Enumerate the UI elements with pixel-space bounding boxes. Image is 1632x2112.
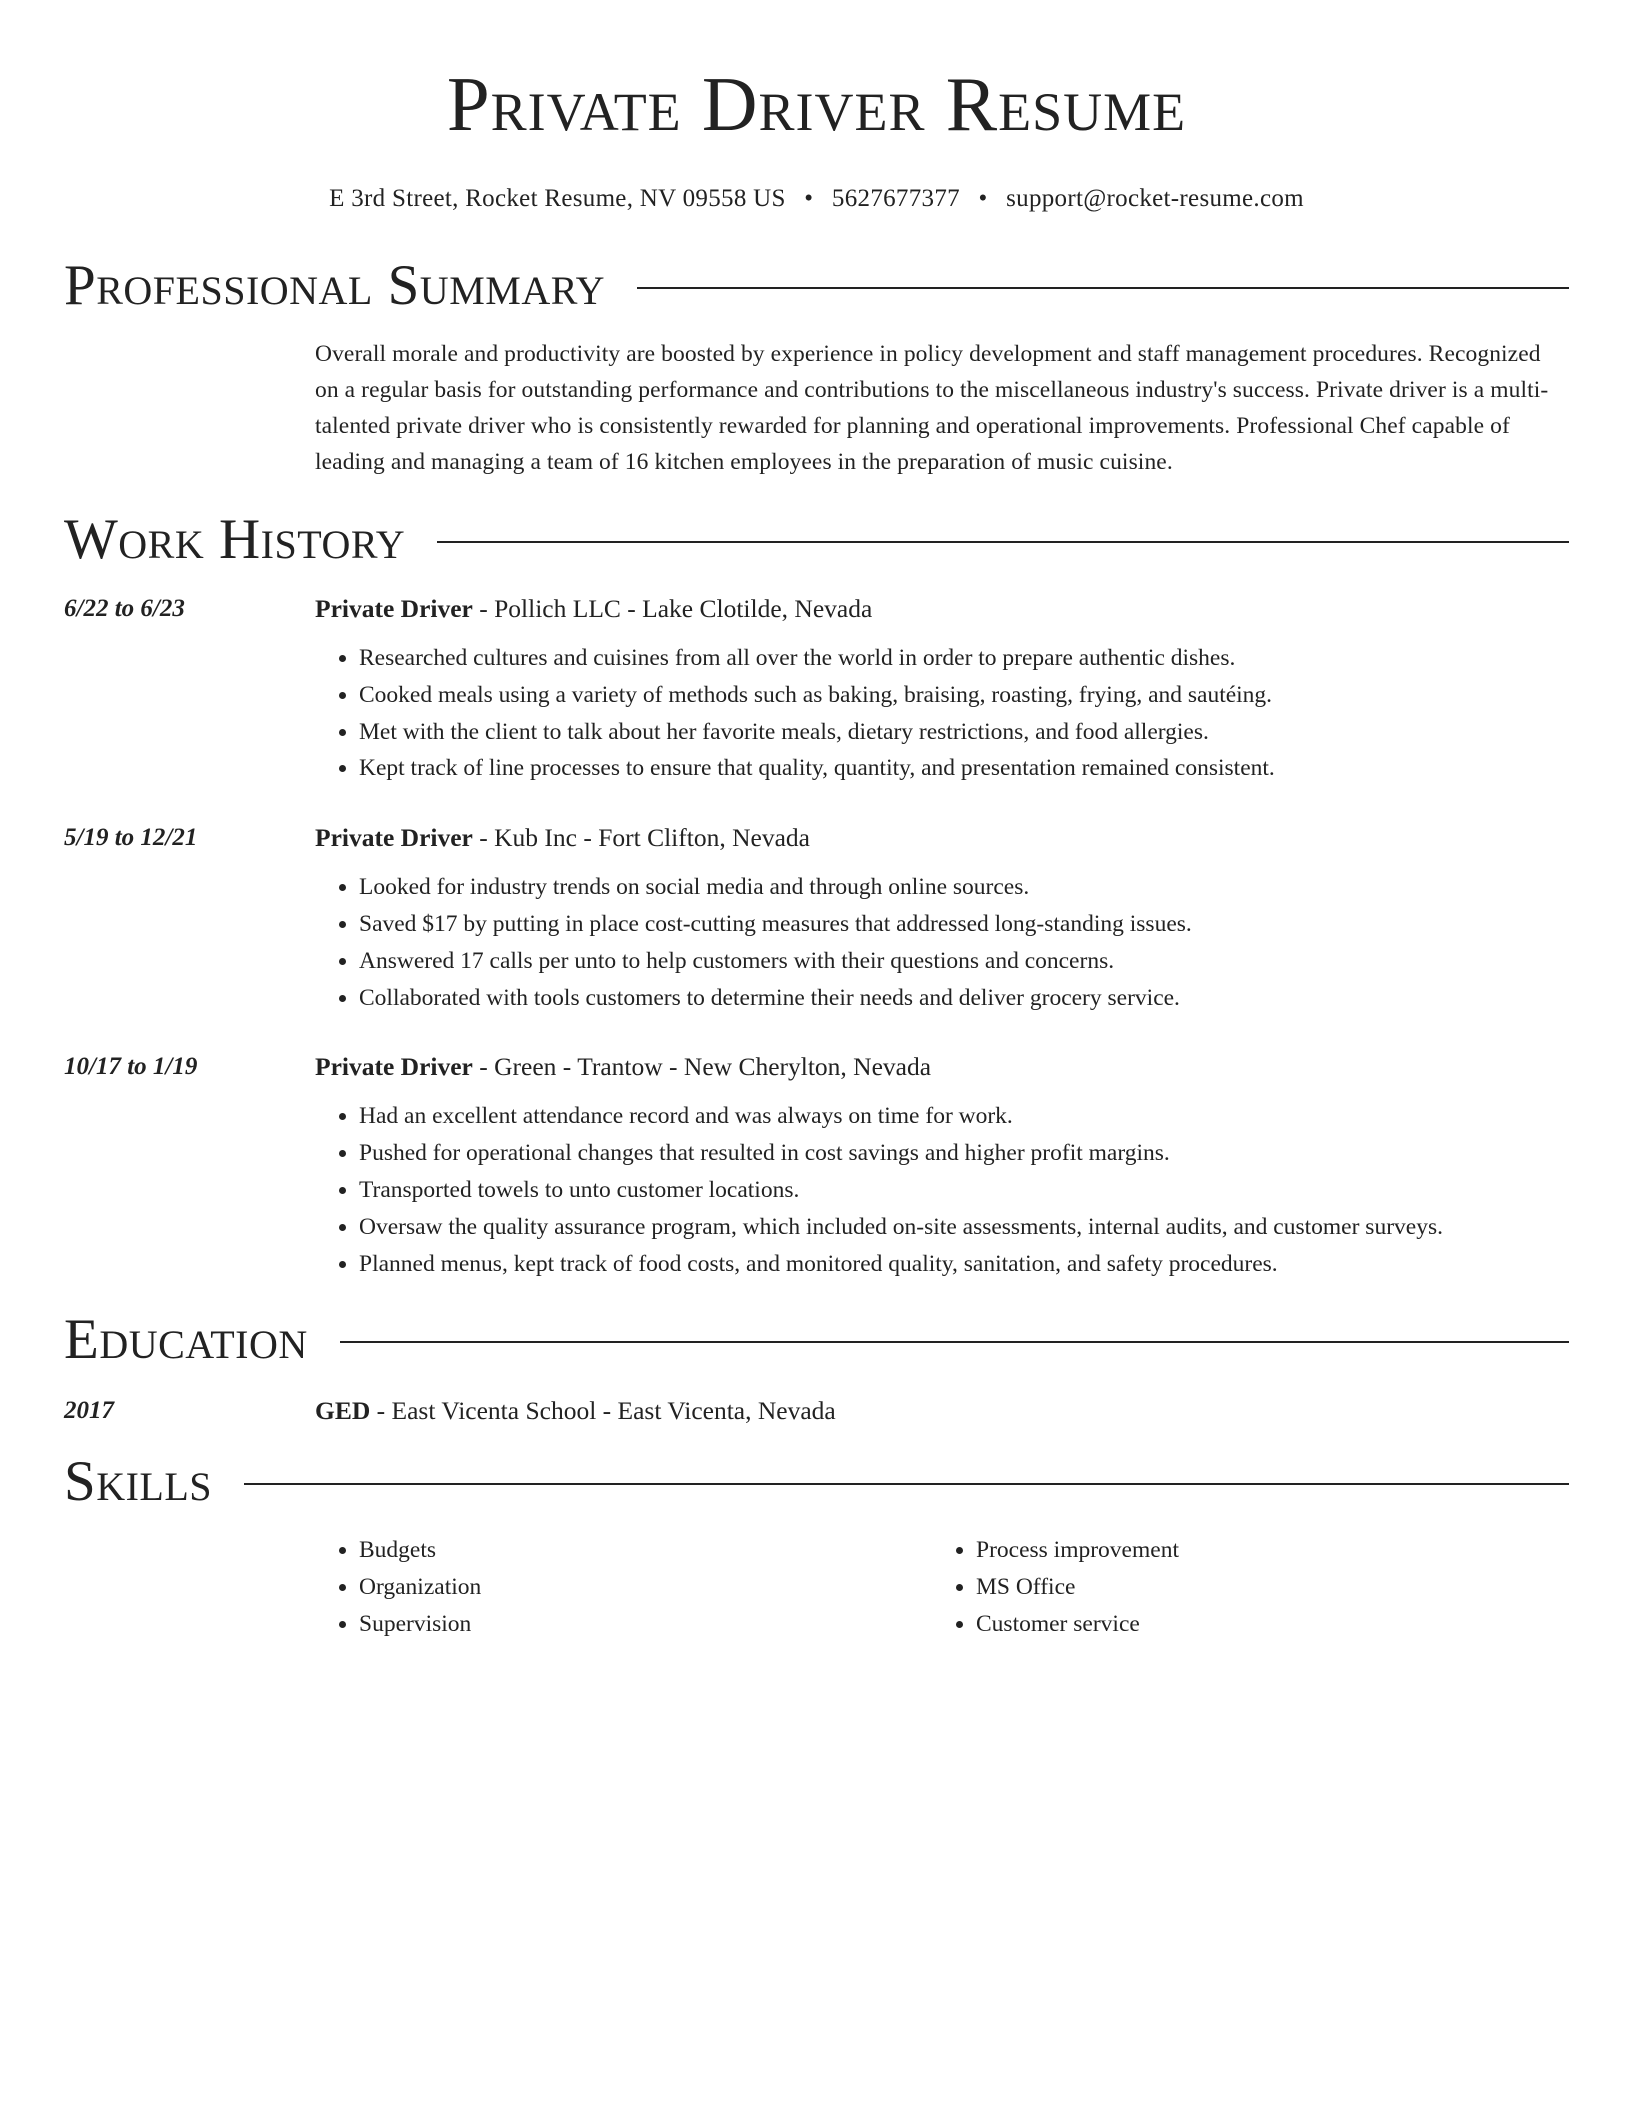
skills-list <box>315 1532 1569 1642</box>
section-divider <box>244 1483 1569 1485</box>
summary-heading: Professional Summary <box>64 254 606 317</box>
list-item: • Oversaw the quality assurance program, which included on-site assessments, internal audits, and customer surveys. <box>359 1209 1569 1246</box>
work-entry <box>64 821 1569 1016</box>
list-item: • Met with the client to talk about her favorite meals, dietary restrictions, and food allergies. <box>359 714 1569 751</box>
skill-item: • Budgets <box>359 1532 932 1569</box>
section-divider <box>437 541 1569 543</box>
skills-column-right <box>932 1532 1549 1642</box>
work-section-header <box>64 508 1569 572</box>
education-entry-body <box>315 1394 1569 1428</box>
list-item: • Answered 17 calls per unto to help customers with their questions and concerns. <box>359 943 1569 980</box>
skill-item: • Customer service <box>976 1606 1549 1643</box>
job-role: Private Driver <box>315 594 473 623</box>
work-entry <box>64 592 1569 787</box>
contact-line <box>64 184 1569 214</box>
summary-section-header <box>64 254 1569 318</box>
list-item: • Transported towels to unto customer locations. <box>359 1172 1569 1209</box>
degree: GED <box>315 1396 371 1426</box>
work-entry-body <box>315 1050 1569 1282</box>
work-bullets <box>315 869 1569 1016</box>
education-entry <box>64 1394 1569 1428</box>
contact-email: support@rocket-resume.com <box>1006 185 1304 212</box>
skill-item: • Organization <box>359 1569 932 1606</box>
work-heading: Work History <box>64 508 406 571</box>
list-item: • Planned menus, kept track of food costs, and monitored quality, sanitation, and safety procedures. <box>359 1246 1569 1283</box>
skill-item: • MS Office <box>976 1569 1549 1606</box>
list-item: • Collaborated with tools customers to determine their needs and deliver grocery service. <box>359 980 1569 1017</box>
list-item: • Kept track of line processes to ensure that quality, quantity, and presentation remained consistent. <box>359 750 1569 787</box>
list-item: • Saved $17 by putting in place cost-cutting measures that addressed long-standing issues. <box>359 906 1569 943</box>
skill-item: • Process improvement <box>976 1532 1549 1569</box>
section-divider <box>340 1341 1569 1343</box>
job-role: Private Driver <box>315 823 473 853</box>
work-entry-body <box>315 821 1569 1016</box>
job-details: - Kub Inc - Fort Clifton, Nevada <box>472 823 810 853</box>
skills-section-header <box>64 1450 1569 1514</box>
skills-column-left <box>315 1532 932 1642</box>
summary-text: Overall morale and productivity are boosted by experience in policy development and staff management procedures. Recognized on a regular basis for outstanding performance and contributions to the miscellaneous industry's success. Private driver is a multi-talented private driver who is consistently rewarded for planning and operational improvements. Professional Chef capable of leading and managing a team of 16 kitchen employees in the preparation of music cuisine. <box>315 341 1549 475</box>
work-dates: 5/19 to 12/21 <box>64 824 198 852</box>
contact-phone: 5627677377 <box>831 185 960 212</box>
school-details: - East Vicenta School - East Vicenta, Nevada <box>370 1396 836 1426</box>
list-item: • Looked for industry trends on social media and through online sources. <box>359 869 1569 906</box>
skill-item: • Supervision <box>359 1606 932 1643</box>
resume-page <box>64 0 1569 1643</box>
job-details: - Pollich LLC - Lake Clotilde, Nevada <box>472 594 873 623</box>
work-entry <box>64 1050 1569 1282</box>
list-item: • Researched cultures and cuisines from all over the world in order to prepare authentic dishes. <box>359 640 1569 677</box>
work-entry-title <box>315 592 1569 626</box>
list-item: • Cooked meals using a variety of methods such as baking, braising, roasting, frying, and sautéing. <box>359 677 1569 714</box>
education-year: 2017 <box>64 1397 114 1425</box>
work-entry-title <box>315 1050 1569 1084</box>
education-entry-title <box>315 1394 1569 1428</box>
separator-dot: • <box>978 185 988 212</box>
resume-title: Private Driver Resume <box>446 61 1187 147</box>
work-entries <box>64 592 1569 1282</box>
work-bullets <box>315 640 1569 787</box>
skills-heading: Skills <box>64 1450 213 1514</box>
work-entry-body <box>315 592 1569 787</box>
work-dates: 10/17 to 1/19 <box>64 1053 198 1081</box>
work-dates: 6/22 to 6/23 <box>64 595 185 622</box>
job-details: - Green - Trantow - New Cherylton, Nevada <box>472 1052 932 1082</box>
contact-address: E 3rd Street, Rocket Resume, NV 09558 US <box>329 185 786 212</box>
separator-dot: • <box>804 185 814 212</box>
job-role: Private Driver <box>315 1052 473 1082</box>
education-section-header <box>64 1308 1569 1372</box>
list-item: • Had an excellent attendance record and was always on time for work. <box>359 1098 1569 1135</box>
section-divider <box>637 287 1569 289</box>
education-heading: Education <box>64 1308 308 1372</box>
work-entry-title <box>315 821 1569 855</box>
list-item: • Pushed for operational changes that resulted in cost savings and higher profit margins. <box>359 1135 1569 1172</box>
work-bullets <box>315 1098 1569 1282</box>
